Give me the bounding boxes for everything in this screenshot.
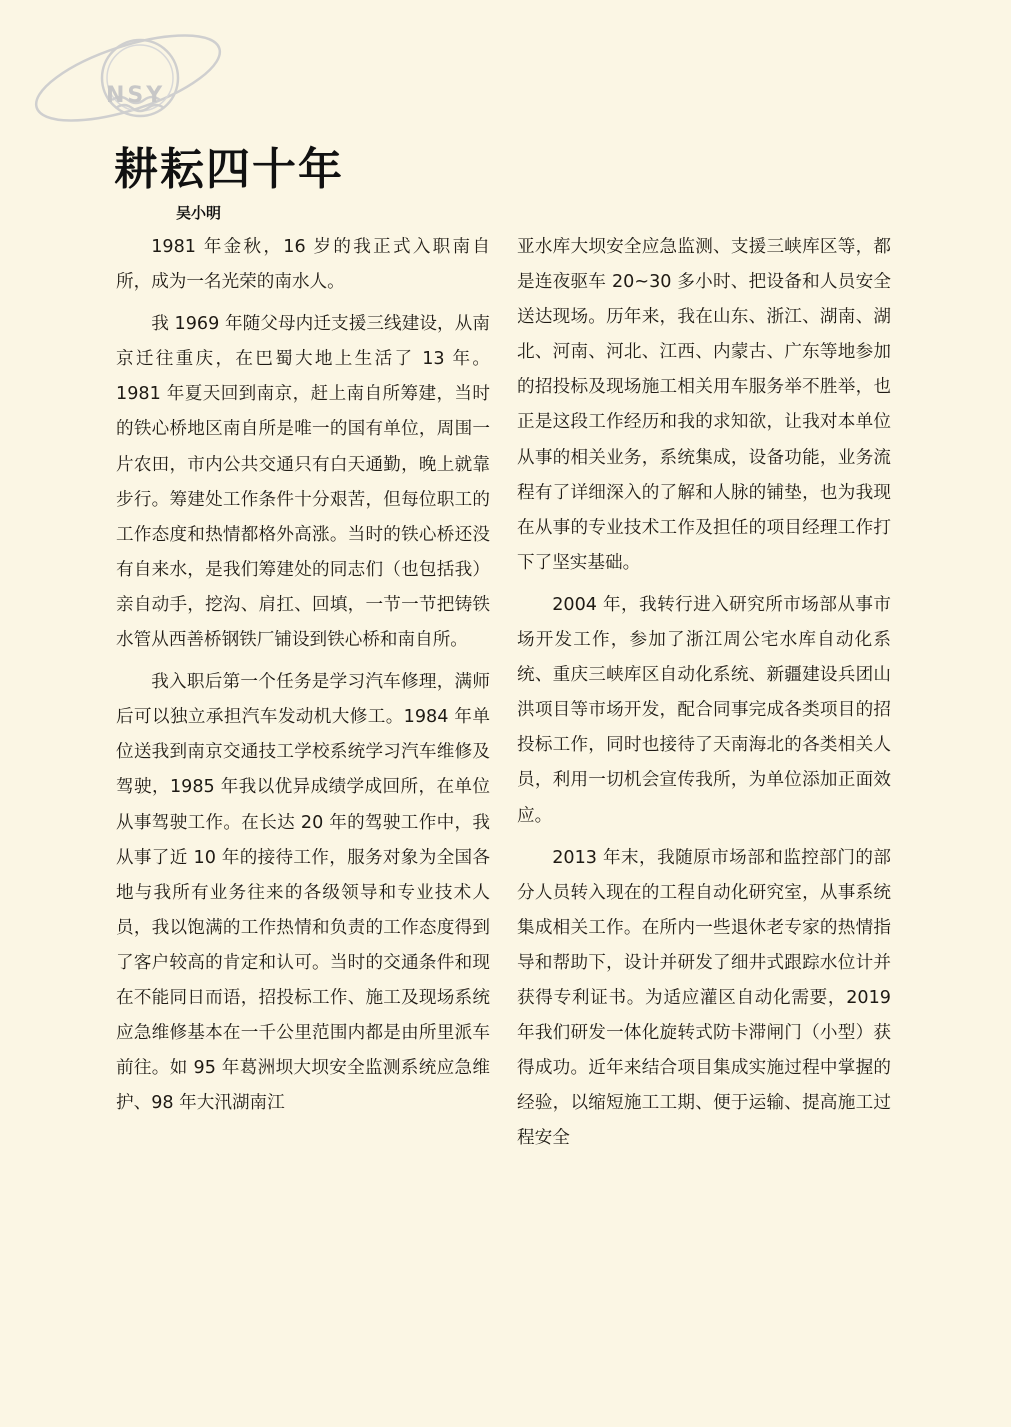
paragraph-continuation: 亚水库大坝安全应急监测、支援三峡库区等，都是连夜驱车 20~30 多小时、把设备和人员安全送达现场。历年来，我在山东、浙江、湖南、湖北、河南、河北、江西、内蒙古、广东等地参加的招投标及现场施工相关用车服务举不胜举，也正是这段工作经历和我的求知欲，让我对本单位从事的相关业务，系统集成，设备功能，业务流程有了详细深入的了解和人脉的铺垫，也为我现在从事的专业技术工作及担任的项目经理工作打下了坚实基础。 xyxy=(517,237,891,573)
logo-text: NSY xyxy=(106,83,166,108)
nsy-logo xyxy=(28,28,228,128)
article-author: 吴小明 xyxy=(176,204,222,222)
paragraph: 我 1969 年随父母内迁支援三线建设，从南京迁往重庆，在巴蜀大地上生活了 13 年。1981 年夏天回到南京，赶上南自所筹建，当时的铁心桥地区南自所是唯一的国有单位，周围一片农田，市内公共交通只有白天通勤，晚上就靠步行。筹建处工作条件十分艰苦，但每位职工的工作态度和热情都格外高涨。当时的铁心桥还没有自来水，是我们筹建处的同志们（也包括我）亲自动手，挖沟、肩扛、回填，一节一节把铸铁水管从西善桥钢铁厂铺设到铁心桥和南自所。 xyxy=(116,314,490,651)
left-column xyxy=(116,230,490,1121)
paragraph: 我入职后第一个任务是学习汽车修理，满师后可以独立承担汽车发动机大修工。1984 年单位送我到南京交通技工学校系统学习汽车维修及驾驶，1985 年我以优异成绩学成回所，在单位从事驾驶工作。在长达 20 年的驾驶工作中，我从事了近 10 年的接待工作，服务对象为全国各地与我所有业务往来的各级领导和专业技术人员，我以饱满的工作热情和负责的工作态度得到了客户较高的肯定和认可。当时的交通条件和现在不能同日而语，招投标工作、施工及现场系统应急维修基本在一千公里范围内都是由所里派车前往。如 95 年葛洲坝大坝安全监测系统应急维护、98 年大汛湖南江 xyxy=(116,672,490,1114)
logo-mark-icon xyxy=(28,28,228,128)
right-column xyxy=(517,230,891,1156)
paragraph: 1981 年金秋，16 岁的我正式入职南自所，成为一名光荣的南水人。 xyxy=(116,237,490,293)
article-title: 耕耘四十年 xyxy=(114,144,344,195)
paragraph: 2004 年，我转行进入研究所市场部从事市场开发工作，参加了浙江周公宅水库自动化系统、重庆三峡库区自动化系统、新疆建设兵团山洪项目等市场开发，配合同事完成各类项目的招投标工作，同时也接待了天南海北的各类相关人员，利用一切机会宣传我所，为单位添加正面效应。 xyxy=(517,594,891,826)
paragraph: 2013 年末，我随原市场部和监控部门的部分人员转入现在的工程自动化研究室，从事系统集成相关工作。在所内一些退休老专家的热情指导和帮助下，设计并研发了细井式跟踪水位计并获得专利证书。为适应灌区自动化需要，2019 年我们研发一体化旋转式防卡滞闸门（小型）获得成功。近年来结合项目集成实施过程中掌握的经验，以缩短施工工期、便于运输、提高施工过程安全 xyxy=(517,847,891,1149)
